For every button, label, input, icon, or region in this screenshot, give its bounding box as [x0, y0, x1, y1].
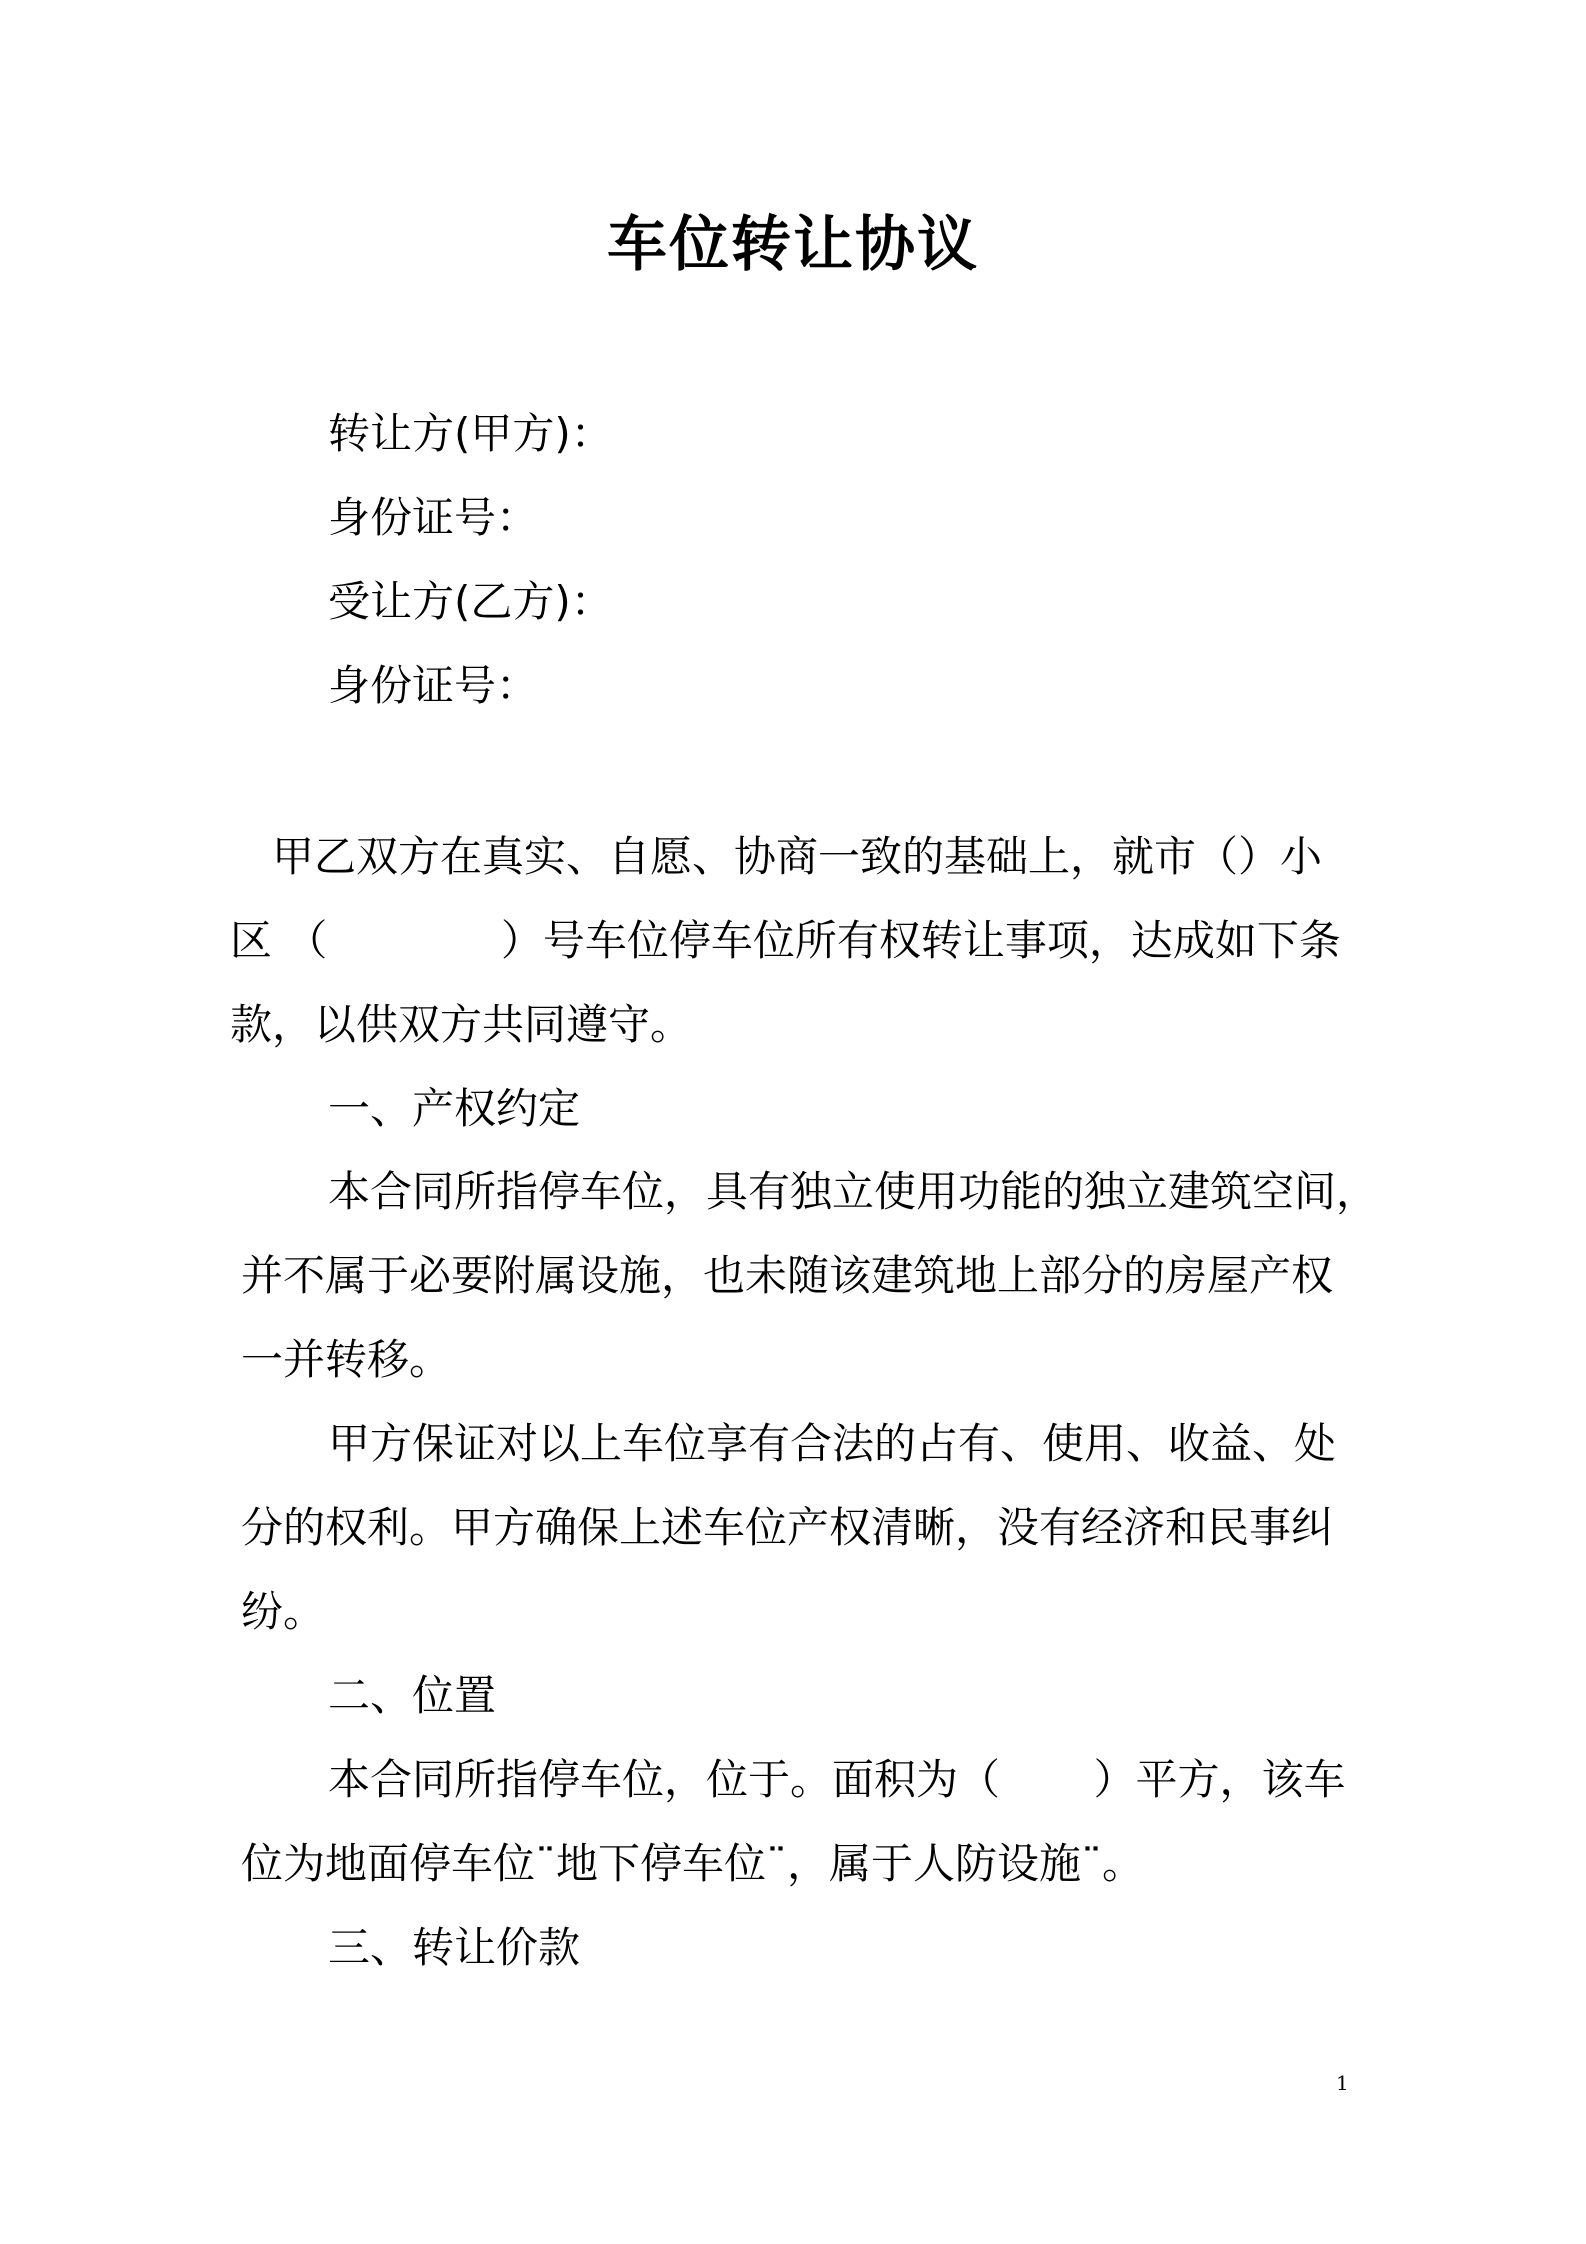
document-title: 车位转让协议: [607, 210, 979, 280]
section-1-para-2-line-2: 分的权利。甲方确保上述车位产权清晰，没有经济和民事纠: [241, 1503, 1334, 1552]
section-1-heading: 一、产权约定: [328, 1084, 581, 1133]
party-b-id-label: 身份证号：: [328, 661, 539, 710]
section-1-para-1-line-2: 并不属于必要附属设施，也未随该建筑地上部分的房屋产权: [241, 1251, 1334, 1300]
section-3-heading: 三、转让价款: [328, 1923, 581, 1972]
section-1-para-2-line-1: 甲方保证对以上车位享有合法的占有、使用、收益、处: [328, 1419, 1337, 1468]
section-1-para-1-line-1: 本合同所指停车位，具有独立使用功能的独立建筑空间，: [328, 1167, 1379, 1216]
section-2-heading: 二、位置: [328, 1671, 497, 1720]
party-b-label: 受让方(乙方)：: [328, 577, 613, 626]
intro-line-2: 区 （ ）号车位停车位所有权转让事项，达成如下条: [230, 916, 1341, 965]
section-2-para-1-line-2: 位为地面停车位¨地下停车位¨，属于人防设施¨。: [241, 1839, 1145, 1888]
section-1-para-2-line-3: 纷。: [241, 1587, 326, 1636]
party-a-id-label: 身份证号：: [328, 493, 539, 542]
section-1-para-1-line-3: 一并转移。: [241, 1335, 452, 1384]
section-2-para-1-line-1: 本合同所指停车位，位于。面积为（ ）平方，该车: [328, 1755, 1346, 1804]
intro-line-1: 甲乙双方在真实、自愿、协商一致的基础上，就市（）小: [272, 832, 1323, 881]
page-number: 1: [1336, 2071, 1349, 2095]
intro-line-3: 款，以供双方共同遵守。: [230, 1000, 693, 1049]
party-a-label: 转让方(甲方)：: [328, 409, 613, 458]
